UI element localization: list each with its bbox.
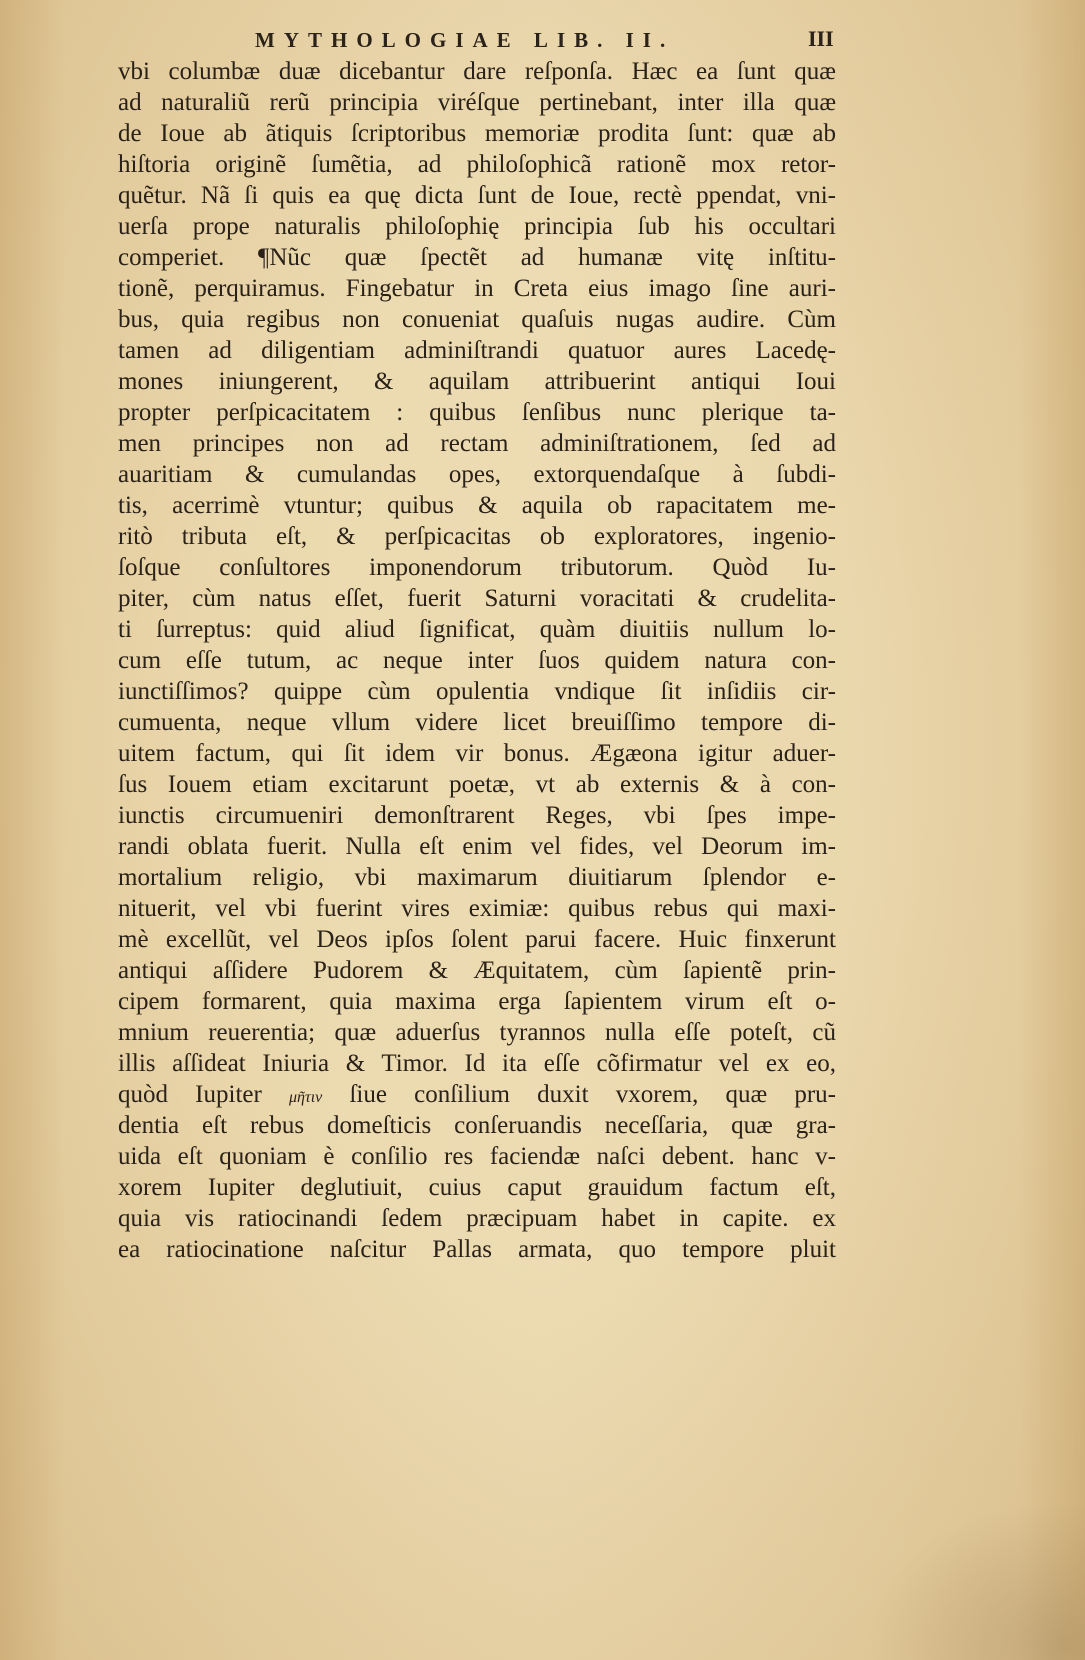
text-line: mortalium religio, vbi maximarum diuitiarum ſplendor e- [118, 864, 836, 891]
text-line: mè excellũt, vel Deos ipſos ſolent parui facere. Huic finxerunt [118, 926, 836, 953]
text-line: tionẽ, perquiramus. Fingebatur in Creta eius imago ſine auri- [118, 275, 836, 302]
text-line: cum eſſe tutum, ac neque inter ſuos quidem natura con- [118, 647, 836, 674]
text-line: ritò tributa eſt, & perſpicacitas ob exploratores, ingenio- [118, 523, 836, 550]
text-line: mnium reuerentia; quæ aduerſus tyrannos nulla eſſe poteſt, cũ [118, 1019, 836, 1046]
text-line: vbi columbæ duæ dicebantur dare reſponſa. Hæc ea ſunt quæ [118, 58, 836, 85]
text-line: ſoſque conſultores imponendorum tributorum. Quòd Iu- [118, 554, 836, 581]
text-line: mones iniungerent, & aquilam attribuerint antiqui Ioui [118, 368, 836, 395]
text-line: de Ioue ab ãtiquis ſcriptoribus memoriæ prodita ſunt: quæ ab [118, 120, 836, 147]
text-line: iunctiſſimos? quippe cùm opulentia vndique ſit inſidiis cir- [118, 678, 836, 705]
text-line: quia vis ratiocinandi ſedem præcipuam habet in capite. ex [118, 1205, 836, 1232]
text-line [118, 1079, 836, 1110]
text-line: propter perſpicacitatem : quibus ſenſibus nunc plerique ta- [118, 399, 836, 426]
text-line: cipem formarent, quia maxima erga ſapientem virum eſt o- [118, 988, 836, 1015]
text-line: comperiet. ¶Nũc quæ ſpectẽt ad humanæ vitę inſtitu- [118, 244, 836, 271]
page-number: III [808, 26, 834, 51]
greek-word: μῆτιν [289, 1089, 323, 1106]
text-line: tis, acerrimè vtuntur; quibus & aquila ob rapacitatem me- [118, 492, 836, 519]
text-line: quẽtur. Nã ſi quis ea quę dicta ſunt de Ioue, rectè ppendat, vni- [118, 182, 836, 209]
text-line: randi oblata fuerit. Nulla eſt enim vel fides, vel Deorum im- [118, 833, 836, 860]
text-line: ad naturaliũ rerũ principia viréſque pertinebant, inter illa quæ [118, 89, 836, 116]
text-block [118, 56, 836, 1265]
text-line: ea ratiocinatione naſcitur Pallas armata, quo tempore pluit [118, 1236, 836, 1263]
paper-stain [865, 1500, 1085, 1660]
running-title: MYTHOLOGIAE LIB. II. [255, 28, 675, 52]
text-line: piter, cùm natus eſſet, fuerit Saturni voracitati & crudelita- [118, 585, 836, 612]
text-line: ti ſurreptus: quid aliud ſignificat, quàm diuitiis nullum lo- [118, 616, 836, 643]
line-segment: quòd Iupiter [118, 1081, 262, 1108]
text-line: bus, quia regibus non conueniat quaſuis nugas audire. Cùm [118, 306, 836, 333]
text-line: uida eſt quoniam è conſilio res faciendæ naſci debent. hanc v- [118, 1143, 836, 1170]
text-line: uitem factum, qui ſit idem vir bonus. Ægæona igitur aduer- [118, 740, 836, 767]
text-line: uerſa prope naturalis philoſophię principia ſub his occultari [118, 213, 836, 240]
text-line: men principes non ad rectam adminiſtrationem, ſed ad [118, 430, 836, 457]
text-line: tamen ad diligentiam adminiſtrandi quatuor aures Lacedę- [118, 337, 836, 364]
text-line: cumuenta, neque vllum videre licet breuiſſimo tempore di- [118, 709, 836, 736]
text-line: ſus Iouem etiam excitarunt poetæ, vt ab externis & à con- [118, 771, 836, 798]
text-line: auaritiam & cumulandas opes, extorquendaſque à ſubdi- [118, 461, 836, 488]
text-line: xorem Iupiter deglutiuit, cuius caput grauidum factum eſt, [118, 1174, 836, 1201]
text-line: dentia eſt rebus domeſticis conſeruandis neceſſaria, quæ gra- [118, 1112, 836, 1139]
text-line: nituerit, vel vbi fuerint vires eximiæ: quibus rebus qui maxi- [118, 895, 836, 922]
text-line: iunctis circumueniri demonſtrarent Reges, vbi ſpes impe- [118, 802, 836, 829]
text-line: illis aſſideat Iniuria & Timor. Id ita eſſe cõfirmatur vel ex eo, [118, 1050, 836, 1077]
line-segment: ſiue conſilium duxit vxorem, quæ pru- [349, 1081, 837, 1108]
text-line: antiqui aſſidere Pudorem & Æquitatem, cùm ſapientẽ prin- [118, 957, 836, 984]
text-line: hiſtoria originẽ ſumẽtia, ad philoſophicã rationẽ mox retor- [118, 151, 836, 178]
